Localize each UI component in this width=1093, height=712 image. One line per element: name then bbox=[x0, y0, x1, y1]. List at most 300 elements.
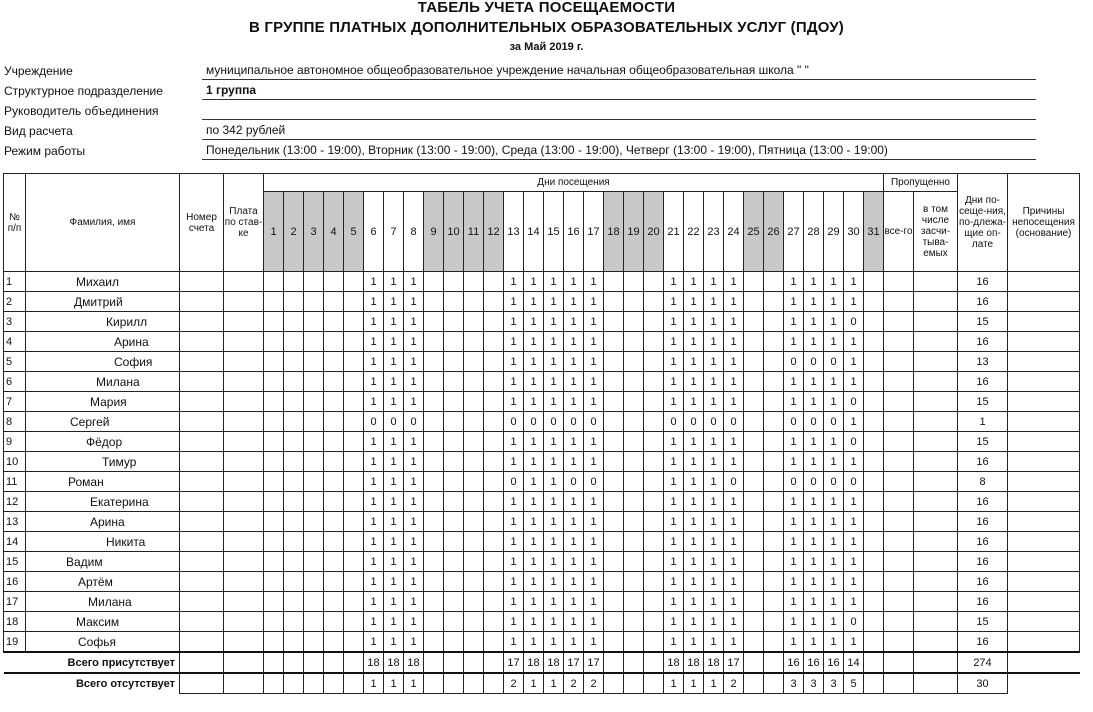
attendance-mark bbox=[644, 472, 664, 492]
attendance-mark bbox=[604, 532, 624, 552]
attendance-mark bbox=[424, 572, 444, 592]
info-row bbox=[4, 141, 1036, 161]
attendance-mark: 1 bbox=[724, 292, 744, 312]
attendance-mark: 1 bbox=[724, 512, 744, 532]
attendance-mark bbox=[264, 552, 284, 572]
attendance-mark bbox=[264, 492, 284, 512]
student-name: Тимур bbox=[26, 452, 180, 472]
attendance-mark bbox=[764, 512, 784, 532]
attendance-mark bbox=[484, 472, 504, 492]
attendance-mark bbox=[264, 632, 284, 653]
attendance-mark: 1 bbox=[584, 352, 604, 372]
col-header-rate: Плата по став-ке bbox=[224, 174, 264, 272]
missed-counted-cell bbox=[914, 312, 958, 332]
attendance-mark bbox=[624, 432, 644, 452]
attendance-mark bbox=[624, 572, 644, 592]
attendance-mark: 1 bbox=[684, 452, 704, 472]
rate-cell bbox=[224, 312, 264, 332]
col-header-missed-counted: в том числе засчи-тыва-емых bbox=[914, 192, 958, 272]
account-cell bbox=[180, 412, 224, 432]
attendance-mark: 1 bbox=[664, 392, 684, 412]
attendance-mark: 1 bbox=[844, 512, 864, 532]
attendance-mark: 1 bbox=[724, 532, 744, 552]
attendance-mark bbox=[324, 332, 344, 352]
attendance-mark: 1 bbox=[844, 532, 864, 552]
attendance-mark: 1 bbox=[404, 392, 424, 412]
attendance-mark bbox=[344, 592, 364, 612]
rate-cell bbox=[224, 372, 264, 392]
attendance-mark: 18 bbox=[684, 652, 704, 673]
attendance-mark bbox=[764, 352, 784, 372]
missed-total-cell bbox=[884, 673, 914, 694]
student-name: Кирилл bbox=[26, 312, 180, 332]
missed-counted-cell bbox=[914, 372, 958, 392]
attendance-mark: 1 bbox=[724, 312, 744, 332]
attendance-mark bbox=[864, 592, 884, 612]
attendance-mark bbox=[264, 472, 284, 492]
attendance-mark bbox=[444, 272, 464, 292]
attendance-mark: 1 bbox=[804, 432, 824, 452]
attendance-mark: 0 bbox=[584, 412, 604, 432]
total-absent-row bbox=[4, 673, 1080, 694]
day-header: 3 bbox=[304, 192, 324, 272]
attendance-mark: 1 bbox=[584, 552, 604, 572]
attendance-mark: 1 bbox=[704, 592, 724, 612]
attendance-mark bbox=[604, 352, 624, 372]
attendance-mark bbox=[624, 512, 644, 532]
attendance-mark: 1 bbox=[524, 592, 544, 612]
attendance-mark bbox=[324, 272, 344, 292]
info-label: Руководитель объединения bbox=[4, 104, 159, 118]
student-name: Михаил bbox=[26, 272, 180, 292]
attendance-mark: 1 bbox=[504, 512, 524, 532]
day-header: 8 bbox=[404, 192, 424, 272]
attendance-mark bbox=[424, 512, 444, 532]
rate-cell bbox=[224, 472, 264, 492]
attendance-mark bbox=[424, 612, 444, 632]
attendance-mark bbox=[604, 272, 624, 292]
attendance-mark bbox=[324, 652, 344, 673]
attendance-mark bbox=[444, 572, 464, 592]
attendance-mark: 18 bbox=[364, 652, 384, 673]
row-number: 14 bbox=[4, 532, 26, 552]
reasons-cell bbox=[1008, 472, 1080, 492]
attendance-mark: 1 bbox=[784, 532, 804, 552]
attendance-mark: 1 bbox=[584, 392, 604, 412]
attendance-mark: 3 bbox=[824, 673, 844, 694]
attendance-mark: 0 bbox=[844, 312, 864, 332]
attendance-mark bbox=[344, 532, 364, 552]
attendance-mark bbox=[764, 312, 784, 332]
attendance-mark: 1 bbox=[824, 532, 844, 552]
attendance-mark: 1 bbox=[684, 532, 704, 552]
attendance-mark: 1 bbox=[504, 272, 524, 292]
missed-total-cell bbox=[884, 612, 914, 632]
attendance-mark: 1 bbox=[784, 572, 804, 592]
attendance-mark bbox=[284, 332, 304, 352]
attendance-mark bbox=[624, 472, 644, 492]
reasons-cell bbox=[1008, 332, 1080, 352]
missed-total-cell bbox=[884, 512, 914, 532]
attendance-mark: 1 bbox=[704, 552, 724, 572]
attendance-mark bbox=[264, 432, 284, 452]
attendance-mark bbox=[264, 532, 284, 552]
attendance-mark bbox=[744, 392, 764, 412]
row-number: 8 bbox=[4, 412, 26, 432]
attendance-mark: 1 bbox=[784, 512, 804, 532]
rate-cell bbox=[224, 673, 264, 694]
attendance-mark bbox=[744, 432, 764, 452]
rate-cell bbox=[224, 632, 264, 653]
row-number: 9 bbox=[4, 432, 26, 452]
day-header: 1 bbox=[264, 192, 284, 272]
attendance-mark: 1 bbox=[804, 632, 824, 653]
day-header: 2 bbox=[284, 192, 304, 272]
student-name: Екатерина bbox=[26, 492, 180, 512]
attendance-mark bbox=[744, 652, 764, 673]
attendance-mark: 1 bbox=[704, 312, 724, 332]
table-row bbox=[4, 492, 1080, 512]
attendance-mark bbox=[444, 592, 464, 612]
report-period: за Май 2019 г. bbox=[509, 41, 584, 53]
attendance-mark bbox=[744, 673, 764, 694]
attendance-mark: 1 bbox=[844, 572, 864, 592]
attendance-mark: 0 bbox=[844, 612, 864, 632]
attendance-mark bbox=[624, 492, 644, 512]
attendance-mark: 1 bbox=[704, 392, 724, 412]
attendance-mark bbox=[484, 392, 504, 412]
attendance-mark bbox=[484, 412, 504, 432]
rate-cell bbox=[224, 512, 264, 532]
attendance-mark: 1 bbox=[564, 612, 584, 632]
attendance-mark: 1 bbox=[584, 572, 604, 592]
account-cell bbox=[180, 552, 224, 572]
attendance-mark bbox=[284, 452, 304, 472]
reasons-cell bbox=[1008, 532, 1080, 552]
attendance-mark bbox=[484, 432, 504, 452]
student-name: Никита bbox=[26, 532, 180, 552]
attendance-mark bbox=[764, 532, 784, 552]
attendance-mark: 1 bbox=[524, 492, 544, 512]
attendance-mark: 17 bbox=[724, 652, 744, 673]
paid-days-cell: 16 bbox=[958, 592, 1008, 612]
attendance-mark: 1 bbox=[804, 312, 824, 332]
missed-counted-cell bbox=[914, 432, 958, 452]
account-cell bbox=[180, 632, 224, 653]
attendance-mark bbox=[324, 452, 344, 472]
rate-cell bbox=[224, 612, 264, 632]
attendance-mark bbox=[424, 432, 444, 452]
attendance-mark: 1 bbox=[684, 552, 704, 572]
attendance-mark bbox=[264, 412, 284, 432]
attendance-mark bbox=[324, 412, 344, 432]
attendance-mark: 18 bbox=[704, 652, 724, 673]
attendance-mark bbox=[604, 432, 624, 452]
attendance-mark: 1 bbox=[404, 572, 424, 592]
attendance-mark bbox=[304, 432, 324, 452]
attendance-mark: 1 bbox=[384, 592, 404, 612]
attendance-mark: 1 bbox=[784, 372, 804, 392]
attendance-mark: 1 bbox=[824, 612, 844, 632]
col-header-name: Фамилия, имя bbox=[26, 174, 180, 272]
attendance-mark bbox=[604, 652, 624, 673]
attendance-mark bbox=[324, 372, 344, 392]
attendance-mark: 1 bbox=[704, 572, 724, 592]
attendance-mark: 1 bbox=[784, 632, 804, 653]
attendance-mark: 1 bbox=[704, 272, 724, 292]
attendance-mark: 1 bbox=[364, 472, 384, 492]
student-name: Мария bbox=[26, 392, 180, 412]
attendance-mark: 1 bbox=[584, 512, 604, 532]
missed-counted-cell bbox=[914, 592, 958, 612]
table-row bbox=[4, 432, 1080, 452]
paid-days-cell: 16 bbox=[958, 532, 1008, 552]
attendance-mark bbox=[744, 372, 764, 392]
attendance-mark bbox=[444, 552, 464, 572]
attendance-mark bbox=[264, 312, 284, 332]
attendance-mark: 1 bbox=[824, 552, 844, 572]
attendance-mark: 1 bbox=[804, 612, 824, 632]
attendance-mark: 0 bbox=[824, 412, 844, 432]
attendance-mark bbox=[264, 612, 284, 632]
attendance-mark: 1 bbox=[524, 332, 544, 352]
attendance-mark bbox=[304, 673, 324, 694]
attendance-mark bbox=[644, 673, 664, 694]
attendance-mark: 1 bbox=[364, 372, 384, 392]
attendance-mark bbox=[264, 372, 284, 392]
attendance-mark: 0 bbox=[804, 352, 824, 372]
missed-total-cell bbox=[884, 492, 914, 512]
attendance-mark: 1 bbox=[824, 272, 844, 292]
attendance-mark: 1 bbox=[564, 532, 584, 552]
attendance-mark: 1 bbox=[404, 292, 424, 312]
day-header: 4 bbox=[324, 192, 344, 272]
attendance-mark bbox=[644, 552, 664, 572]
attendance-mark bbox=[864, 652, 884, 673]
attendance-mark: 1 bbox=[844, 292, 864, 312]
attendance-mark: 1 bbox=[504, 492, 524, 512]
attendance-mark: 1 bbox=[824, 632, 844, 653]
attendance-mark bbox=[604, 512, 624, 532]
row-number: 7 bbox=[4, 392, 26, 412]
rate-cell bbox=[224, 292, 264, 312]
attendance-mark bbox=[764, 332, 784, 352]
attendance-mark bbox=[864, 312, 884, 332]
attendance-mark: 1 bbox=[544, 592, 564, 612]
student-name: Артём bbox=[26, 572, 180, 592]
attendance-mark: 1 bbox=[524, 392, 544, 412]
attendance-mark: 1 bbox=[664, 572, 684, 592]
attendance-mark: 0 bbox=[524, 412, 544, 432]
attendance-mark bbox=[644, 372, 664, 392]
attendance-mark bbox=[324, 432, 344, 452]
attendance-mark: 1 bbox=[684, 432, 704, 452]
paid-days-cell: 16 bbox=[958, 332, 1008, 352]
attendance-mark: 1 bbox=[544, 632, 564, 653]
attendance-mark: 1 bbox=[704, 452, 724, 472]
info-value: по 342 рублей bbox=[202, 122, 1036, 140]
attendance-mark bbox=[344, 552, 364, 572]
attendance-mark bbox=[424, 332, 444, 352]
attendance-mark bbox=[284, 492, 304, 512]
attendance-mark: 1 bbox=[364, 572, 384, 592]
day-header: 13 bbox=[504, 192, 524, 272]
attendance-mark: 1 bbox=[564, 432, 584, 452]
attendance-mark: 2 bbox=[504, 673, 524, 694]
attendance-mark: 1 bbox=[564, 352, 584, 372]
attendance-mark bbox=[624, 592, 644, 612]
reasons-cell bbox=[1008, 592, 1080, 612]
student-name: Фёдор bbox=[26, 432, 180, 452]
attendance-mark: 5 bbox=[844, 673, 864, 694]
attendance-mark: 0 bbox=[804, 472, 824, 492]
missed-total-cell bbox=[884, 372, 914, 392]
reasons-cell bbox=[1008, 392, 1080, 412]
attendance-mark: 1 bbox=[364, 292, 384, 312]
attendance-mark: 1 bbox=[844, 332, 864, 352]
attendance-mark: 1 bbox=[664, 492, 684, 512]
attendance-mark bbox=[304, 492, 324, 512]
attendance-mark: 1 bbox=[544, 392, 564, 412]
attendance-mark: 1 bbox=[724, 592, 744, 612]
attendance-mark: 1 bbox=[724, 372, 744, 392]
attendance-mark bbox=[624, 272, 644, 292]
attendance-mark: 1 bbox=[564, 292, 584, 312]
attendance-mark bbox=[284, 312, 304, 332]
attendance-mark bbox=[864, 272, 884, 292]
attendance-mark bbox=[484, 372, 504, 392]
col-header-account: Номер счета bbox=[180, 174, 224, 272]
missed-counted-cell bbox=[914, 332, 958, 352]
day-header: 14 bbox=[524, 192, 544, 272]
paid-days-cell: 274 bbox=[958, 652, 1008, 673]
row-number: 19 bbox=[4, 632, 26, 653]
missed-total-cell bbox=[884, 392, 914, 412]
attendance-mark bbox=[464, 352, 484, 372]
attendance-mark bbox=[424, 492, 444, 512]
attendance-mark bbox=[344, 572, 364, 592]
rate-cell bbox=[224, 652, 264, 673]
rate-cell bbox=[224, 492, 264, 512]
attendance-mark: 17 bbox=[504, 652, 524, 673]
attendance-mark bbox=[764, 652, 784, 673]
attendance-mark bbox=[624, 632, 644, 653]
student-name: София bbox=[26, 352, 180, 372]
attendance-mark bbox=[744, 272, 764, 292]
attendance-mark: 1 bbox=[704, 352, 724, 372]
attendance-mark bbox=[424, 372, 444, 392]
missed-counted-cell bbox=[914, 452, 958, 472]
attendance-mark: 1 bbox=[364, 492, 384, 512]
student-name: Милана bbox=[26, 592, 180, 612]
attendance-mark bbox=[864, 332, 884, 352]
paid-days-cell: 15 bbox=[958, 312, 1008, 332]
info-value: 1 группа bbox=[202, 82, 1036, 100]
reasons-cell bbox=[1008, 432, 1080, 452]
attendance-mark: 1 bbox=[364, 452, 384, 472]
attendance-mark bbox=[304, 592, 324, 612]
attendance-mark: 1 bbox=[384, 673, 404, 694]
missed-counted-cell bbox=[914, 472, 958, 492]
attendance-mark: 2 bbox=[724, 673, 744, 694]
missed-counted-cell bbox=[914, 272, 958, 292]
account-cell bbox=[180, 312, 224, 332]
attendance-mark: 1 bbox=[564, 272, 584, 292]
attendance-mark: 1 bbox=[804, 452, 824, 472]
missed-total-cell bbox=[884, 312, 914, 332]
attendance-mark: 1 bbox=[784, 552, 804, 572]
attendance-mark: 1 bbox=[784, 292, 804, 312]
attendance-mark bbox=[624, 332, 644, 352]
attendance-mark: 1 bbox=[684, 612, 704, 632]
attendance-mark: 1 bbox=[844, 412, 864, 432]
attendance-mark bbox=[484, 552, 504, 572]
attendance-mark: 1 bbox=[404, 552, 424, 572]
day-header: 19 bbox=[624, 192, 644, 272]
header-row bbox=[4, 174, 1080, 192]
rate-cell bbox=[224, 392, 264, 412]
info-row bbox=[4, 81, 1036, 101]
attendance-mark bbox=[284, 632, 304, 653]
attendance-mark: 1 bbox=[564, 552, 584, 572]
attendance-mark: 1 bbox=[404, 312, 424, 332]
attendance-mark: 1 bbox=[404, 432, 424, 452]
attendance-mark bbox=[764, 292, 784, 312]
attendance-mark: 1 bbox=[384, 452, 404, 472]
paid-days-cell: 30 bbox=[958, 673, 1008, 694]
attendance-mark: 1 bbox=[724, 352, 744, 372]
attendance-mark: 1 bbox=[584, 332, 604, 352]
attendance-mark bbox=[644, 592, 664, 612]
attendance-mark: 0 bbox=[584, 472, 604, 492]
attendance-mark bbox=[284, 432, 304, 452]
attendance-mark: 1 bbox=[524, 452, 544, 472]
attendance-mark: 1 bbox=[804, 532, 824, 552]
attendance-mark: 1 bbox=[584, 292, 604, 312]
attendance-mark: 1 bbox=[584, 532, 604, 552]
attendance-mark: 3 bbox=[804, 673, 824, 694]
missed-counted-cell bbox=[914, 632, 958, 653]
attendance-mark bbox=[444, 292, 464, 312]
attendance-mark: 1 bbox=[404, 332, 424, 352]
attendance-mark: 1 bbox=[824, 292, 844, 312]
attendance-mark: 1 bbox=[664, 452, 684, 472]
attendance-mark: 1 bbox=[784, 592, 804, 612]
attendance-mark bbox=[304, 452, 324, 472]
day-header: 15 bbox=[544, 192, 564, 272]
table-row bbox=[4, 412, 1080, 432]
rate-cell bbox=[224, 532, 264, 552]
attendance-mark bbox=[644, 332, 664, 352]
attendance-mark bbox=[744, 552, 764, 572]
attendance-mark bbox=[464, 552, 484, 572]
attendance-mark bbox=[744, 632, 764, 653]
attendance-mark: 1 bbox=[664, 332, 684, 352]
attendance-mark bbox=[344, 612, 364, 632]
account-cell bbox=[180, 592, 224, 612]
col-header-reasons: Причины непосещения (основание) bbox=[1008, 174, 1080, 272]
paid-days-cell: 1 bbox=[958, 412, 1008, 432]
attendance-mark bbox=[284, 292, 304, 312]
attendance-mark: 1 bbox=[704, 432, 724, 452]
attendance-mark: 1 bbox=[584, 592, 604, 612]
attendance-mark bbox=[624, 412, 644, 432]
total-label: Всего отсутствует bbox=[4, 673, 180, 694]
attendance-mark: 1 bbox=[804, 292, 824, 312]
attendance-mark: 1 bbox=[684, 572, 704, 592]
paid-days-cell: 16 bbox=[958, 292, 1008, 312]
row-number: 10 bbox=[4, 452, 26, 472]
